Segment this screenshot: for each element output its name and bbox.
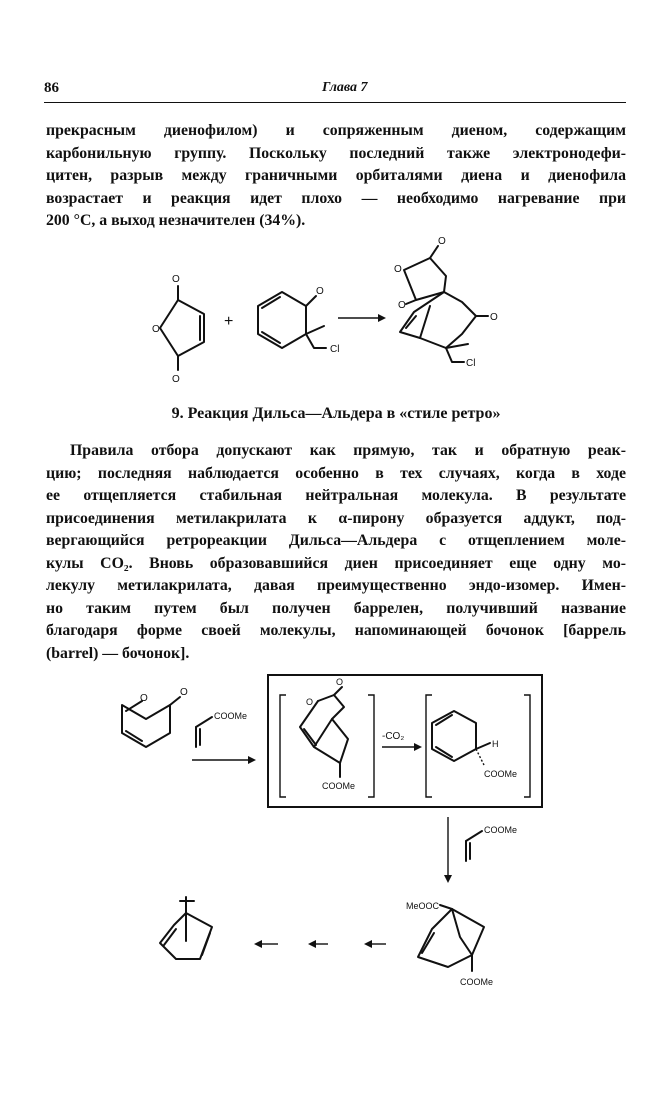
coome-label: COOMe [484, 769, 518, 779]
text-line: карбонильную группу. Поскольку последний также электронодефи- [46, 144, 626, 162]
ring-oxygen-label: O [306, 697, 314, 707]
acrylate-label: COOMe [214, 711, 248, 721]
product-adduct-structure [394, 236, 498, 369]
lactone-adduct-structure [280, 677, 374, 797]
text-line: цитен, разрыв между граничными орбиталями диена и диенофила [46, 167, 626, 184]
text-line: 200 °C, а выход незначителен (34%). [46, 212, 306, 229]
text-line: ее отщепляется стабильная нейтральная молекула. В результате [46, 487, 626, 504]
text-line: цию; последняя наблюдается особенно в тех случаях, когда в ходе [46, 464, 626, 482]
ring-oxygen-label: O [140, 693, 148, 704]
cyclohexadienone-structure [258, 286, 339, 355]
carbonyl-oxygen-label: O [172, 374, 180, 385]
chlorine-label: Cl [466, 358, 476, 369]
running-head: Глава 7 [322, 80, 368, 95]
ketone-oxygen-label: O [316, 286, 324, 297]
coome-label: COOMe [460, 977, 494, 987]
reaction-arrow [338, 314, 386, 322]
oxygen-label: O [438, 236, 446, 247]
ring-oxygen-label: O [152, 324, 160, 335]
cyclohexadiene-intermediate-structure [426, 695, 530, 797]
plus-sign: + [224, 313, 234, 330]
bicyclic-diester-structure [406, 901, 493, 987]
text-line: но таким путем был получен баррелен, получивший название [46, 599, 626, 617]
carbonyl-oxygen-label: O [180, 687, 188, 698]
reaction-arrow [192, 756, 256, 764]
acrylate-label: COOMe [484, 825, 518, 835]
oxygen-label: O [398, 300, 406, 311]
chlorine-label: Cl [330, 344, 340, 355]
text-line: Правила отбора допускают как прямую, так и обратную реак- [70, 442, 626, 459]
paragraph-1 [46, 120, 626, 233]
text-line: присоединения метилакрилата к α-пирону образуется аддукт, под- [46, 509, 626, 527]
second-addition-arrow [444, 817, 517, 883]
text-line: благодаря форме своей молекулы, напоминающей бочонок [баррель [46, 622, 626, 639]
carbonyl-oxygen-label: O [172, 274, 180, 285]
carbonyl-oxygen-label: O [336, 677, 344, 687]
maleic-anhydride-structure [152, 274, 204, 385]
ketone-oxygen-label: O [490, 312, 498, 323]
meooc-label: MeOOC [406, 901, 440, 911]
text-line: возрастает и реакция идет плохо — необходимо нагревание при [46, 189, 626, 207]
coome-label: COOMe [322, 781, 356, 791]
section-title: 9. Реакция Дильса—Альдера в «стиле ретро» [171, 405, 501, 422]
text-line: прекрасным диенофилом) и сопряженным диеном, содержащим [46, 122, 626, 139]
text-line: кулы CO₂. Вновь образовавшийся диен присоединяет еще одну мо- [46, 554, 626, 572]
reaction-scheme-2 [0, 665, 665, 1000]
hydrogen-label: H [492, 739, 499, 749]
page-number: 86 [44, 80, 59, 96]
barrelene-structure [160, 897, 212, 959]
methyl-acrylate-structure [196, 711, 247, 747]
alpha-pyrone-structure [122, 687, 188, 747]
text-line: (barrel) — бочонок]. [46, 644, 190, 662]
multistep-arrows [254, 940, 386, 948]
paragraph-2 [46, 440, 626, 665]
text-line: лекулу метилакрилата, давая преимущественно эндо-изомер. Имен- [46, 577, 626, 594]
minus-co2-label: -CO₂ [382, 731, 405, 742]
text-line: вергающийся ретрореакции Дильса—Альдера с отщеплением моле- [46, 532, 626, 549]
reaction-scheme-1 [0, 230, 665, 390]
decarboxylation-arrow [382, 731, 422, 751]
page-header [44, 80, 626, 103]
oxygen-label: O [394, 264, 402, 275]
